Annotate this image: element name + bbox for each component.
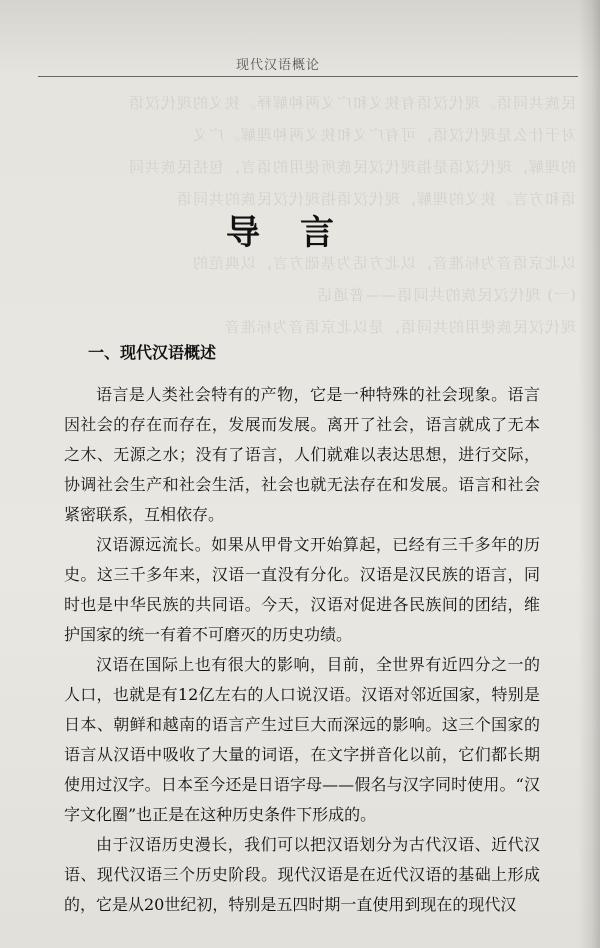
bleed-through: 现代汉民族使用的共同语，是以北京语音为标准音: [223, 318, 576, 336]
bleed-through: 对于什么是现代汉语，可有广义和狭义两种理解。广义: [191, 126, 576, 144]
body-text: [64, 380, 540, 920]
bleed-through: 以北京语音为标准音，以北方话为基础方言，以典范的: [191, 254, 576, 272]
section-heading: 一、现代汉语概述: [88, 343, 217, 362]
paragraph: 汉语源远流长。如果从甲骨文开始算起，已经有三千多年的历史。这三千多年来，汉语一直没有分化。汉语是汉民族的语言，同时也是中华民族的共同语。今天，汉语对促进各民族间的团结，维护国家的统一有着不可磨灭的历史功绩。: [64, 535, 540, 644]
bleed-through: 的理解，现代汉语是指现代汉民族所使用的语言，包括民族共同: [127, 158, 576, 176]
running-header-title: 现代汉语概论: [236, 58, 321, 73]
page-gutter-shadow: [578, 0, 600, 948]
bleed-through: 语和方言。狭义的理解，现代汉语指现代汉民族的共同语: [175, 190, 576, 208]
chapter-title: 导言: [226, 213, 374, 253]
paragraph: 汉语在国际上也有很大的影响，目前，全世界有近四分之一的人口，也就是有12亿左右的人口说汉语。汉语对邻近国家，特别是日本、朝鲜和越南的语言产生过巨大而深远的影响。这三个国家的语言从汉语中吸收了大量的词语，在文字拼音化以前，它们都长期使用过汉字。日本至今还是日语字母——假名与汉字同时使用。“汉字文化圈”也正是在这种历史条件下形成的。: [64, 655, 540, 824]
bleed-through: 民族共同语。现代汉语有狭义和广义两种解释。狭义的现代汉语: [127, 94, 576, 112]
paragraph: 由于汉语历史漫长，我们可以把汉语划分为古代汉语、近代汉语、现代汉语三个历史阶段。现代汉语是在近代汉语的基础上形成的，它是从20世纪初，特别是五四时期一直使用到现在的现代汉: [64, 835, 540, 914]
running-header: [0, 40, 600, 80]
header-rule: [38, 76, 578, 77]
bleed-through: (一) 现代汉民族的共同语——普通话: [316, 286, 576, 304]
paragraph: 语言是人类社会特有的产物，它是一种特殊的社会现象。语言因社会的存在而存在，发展而发展。离开了社会，语言就成了无本之木、无源之水；没有了语言，人们就难以表达思想，进行交际，协调社会生产和社会生活，社会也就无法存在和发展。语言和社会紧密联系，互相依存。: [64, 385, 540, 524]
